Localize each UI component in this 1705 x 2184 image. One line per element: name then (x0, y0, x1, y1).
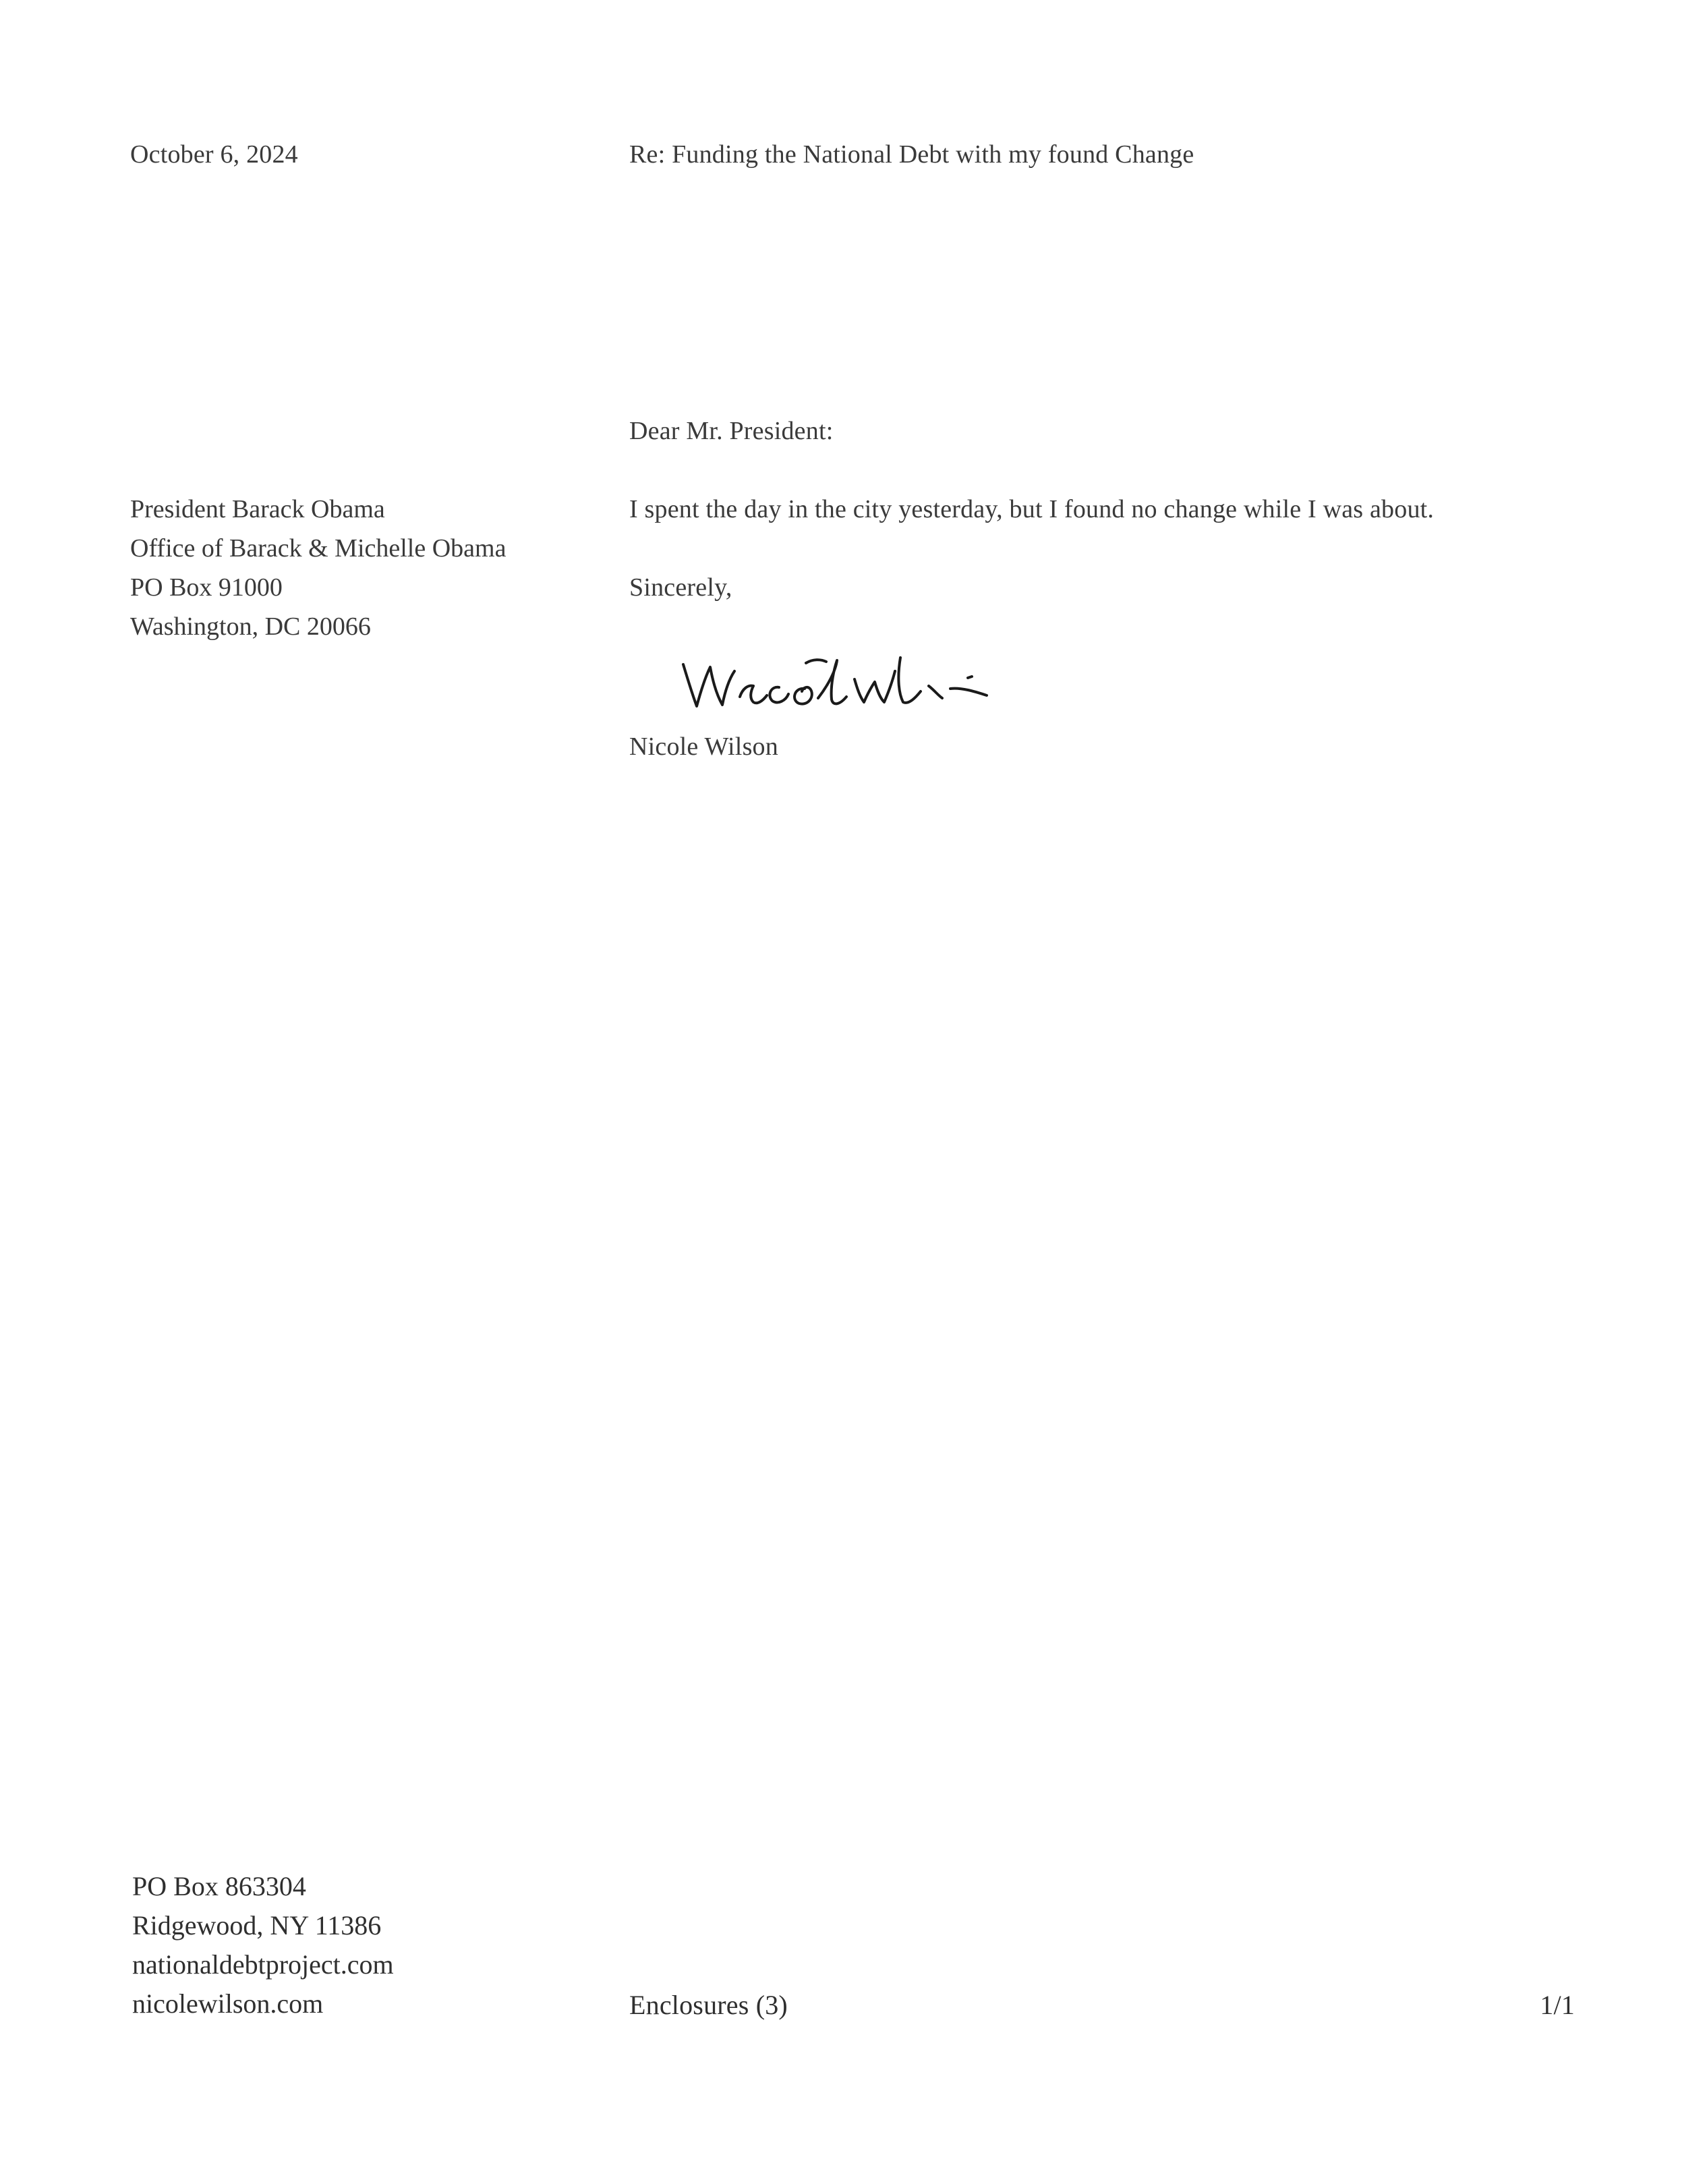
sender-city: Ridgewood, NY 11386 (132, 1910, 382, 1941)
recipient-name: President Barack Obama (130, 495, 385, 523)
sender-website-project: nationaldebtproject.com (132, 1949, 394, 1980)
recipient-po-box: PO Box 91000 (130, 573, 283, 602)
letter-date: October 6, 2024 (130, 140, 298, 169)
page-number: 1/1 (1540, 1990, 1575, 2020)
signer-name: Nicole Wilson (629, 732, 778, 761)
recipient-address (130, 490, 506, 646)
recipient-office: Office of Barack & Michelle Obama (130, 534, 507, 563)
recipient-city: Washington, DC 20066 (130, 612, 371, 641)
letter-body: I spent the day in the city yesterday, but I found no change while I was about. (629, 495, 1435, 523)
sender-po-box: PO Box 863304 (132, 1871, 306, 1901)
sender-website-personal: nicolewilson.com (132, 1988, 324, 2019)
salutation: Dear Mr. President: (629, 417, 834, 445)
sender-address (132, 1867, 394, 2023)
letter-subject: Re: Funding the National Debt with my found Change (629, 140, 1194, 169)
handwritten-signature (678, 644, 1029, 725)
closing: Sincerely, (629, 573, 732, 602)
enclosures-note: Enclosures (3) (629, 1990, 788, 2020)
